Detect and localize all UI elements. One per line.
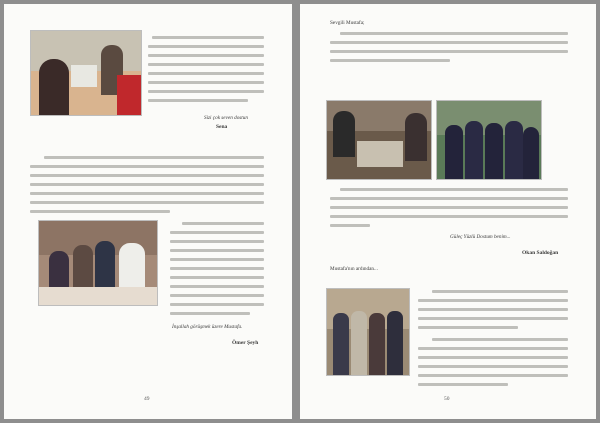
photo-group-table: [38, 220, 158, 306]
signature-sena: Sena: [216, 124, 228, 130]
closing-line: İnşallah görüşmek üzere Mustafa.: [172, 324, 243, 330]
left-page: [4, 4, 292, 419]
greeting: Sevgili Mustafa;: [330, 20, 365, 26]
dedication-line: Sizi çok seven dostun: [204, 115, 248, 121]
signature-okan: Okan Saldoğan: [522, 250, 559, 256]
photo-lab-students: [30, 30, 142, 116]
signature-omer: Ömer Şeyh: [232, 340, 259, 346]
photo-graduation-group: [436, 100, 542, 180]
salutation: Mustafa'nın ardından...: [330, 266, 378, 272]
right-page: [300, 4, 596, 419]
photo-standing-group: [326, 288, 410, 376]
page-number-left: 49: [144, 396, 150, 402]
closing-line-right: Güleç Yüzlü Dostum benim...: [450, 234, 511, 240]
photo-chess-game: [326, 100, 432, 180]
page-number-right: 50: [444, 396, 450, 402]
